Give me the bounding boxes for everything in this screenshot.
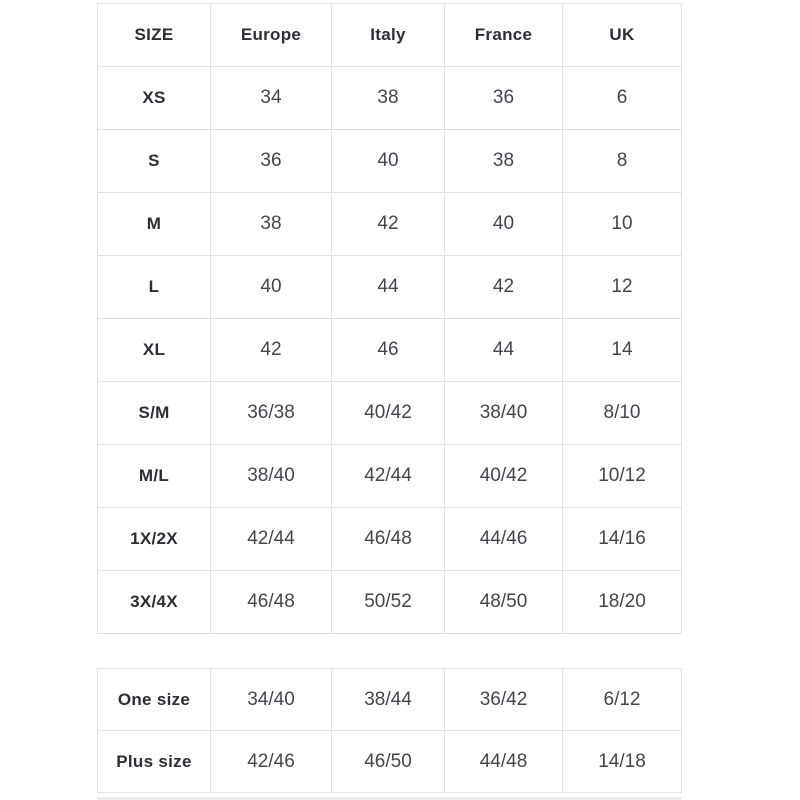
size-value-cell: 38/40 [445,382,563,445]
size-value-cell: 6/12 [563,669,682,731]
size-label-cell: S/M [98,382,211,445]
size-value-cell: 46/48 [211,571,332,634]
size-label-cell: S [98,130,211,193]
size-value-cell: 34 [211,67,332,130]
size-value-cell: 44 [445,319,563,382]
size-value-cell: 10/12 [563,445,682,508]
size-conversion-table [97,3,682,634]
special-sizes-table-body [98,669,682,793]
table-row [98,669,682,731]
size-value-cell: 50/52 [332,571,445,634]
size-value-cell: 38/44 [332,669,445,731]
column-header-france: France [445,4,563,67]
size-value-cell: 14/16 [563,508,682,571]
size-value-cell: 40/42 [445,445,563,508]
size-value-cell: 38 [332,67,445,130]
size-label-cell: XL [98,319,211,382]
table-row [98,445,682,508]
column-header-europe: Europe [211,4,332,67]
size-value-cell: 36 [211,130,332,193]
size-value-cell: 14/18 [563,731,682,793]
column-header-size: SIZE [98,4,211,67]
table-row [98,319,682,382]
table-row [98,731,682,793]
size-label-cell: L [98,256,211,319]
size-value-cell: 44/48 [445,731,563,793]
size-value-cell: 38/40 [211,445,332,508]
table-row [98,67,682,130]
size-value-cell: 10 [563,193,682,256]
table-row [98,256,682,319]
size-value-cell: 34/40 [211,669,332,731]
size-table-body [98,67,682,634]
table-row [98,508,682,571]
table-row [98,571,682,634]
size-value-cell: 36/42 [445,669,563,731]
size-value-cell: 46 [332,319,445,382]
size-label-cell: 3X/4X [98,571,211,634]
size-value-cell: 40 [445,193,563,256]
size-value-cell: 14 [563,319,682,382]
size-value-cell: 12 [563,256,682,319]
size-value-cell: 36/38 [211,382,332,445]
size-value-cell: 42 [445,256,563,319]
table-row [98,193,682,256]
size-value-cell: 40 [211,256,332,319]
size-value-cell: 44/46 [445,508,563,571]
size-value-cell: 8 [563,130,682,193]
size-label-cell: XS [98,67,211,130]
size-value-cell: 6 [563,67,682,130]
size-value-cell: 42/44 [211,508,332,571]
size-value-cell: 38 [211,193,332,256]
special-sizes-table [97,668,682,793]
size-value-cell: 46/50 [332,731,445,793]
column-header-uk: UK [563,4,682,67]
size-label-cell: Plus size [98,731,211,793]
size-value-cell: 46/48 [332,508,445,571]
column-header-italy: Italy [332,4,445,67]
size-label-cell: 1X/2X [98,508,211,571]
size-value-cell: 40 [332,130,445,193]
size-value-cell: 38 [445,130,563,193]
size-label-cell: One size [98,669,211,731]
size-value-cell: 42 [211,319,332,382]
size-value-cell: 42/46 [211,731,332,793]
size-value-cell: 44 [332,256,445,319]
size-value-cell: 18/20 [563,571,682,634]
table-row [98,130,682,193]
size-value-cell: 42/44 [332,445,445,508]
size-value-cell: 8/10 [563,382,682,445]
size-label-cell: M [98,193,211,256]
size-value-cell: 40/42 [332,382,445,445]
table-row [98,382,682,445]
size-value-cell: 42 [332,193,445,256]
size-value-cell: 36 [445,67,563,130]
table-header-row [98,4,682,67]
size-label-cell: M/L [98,445,211,508]
size-value-cell: 48/50 [445,571,563,634]
